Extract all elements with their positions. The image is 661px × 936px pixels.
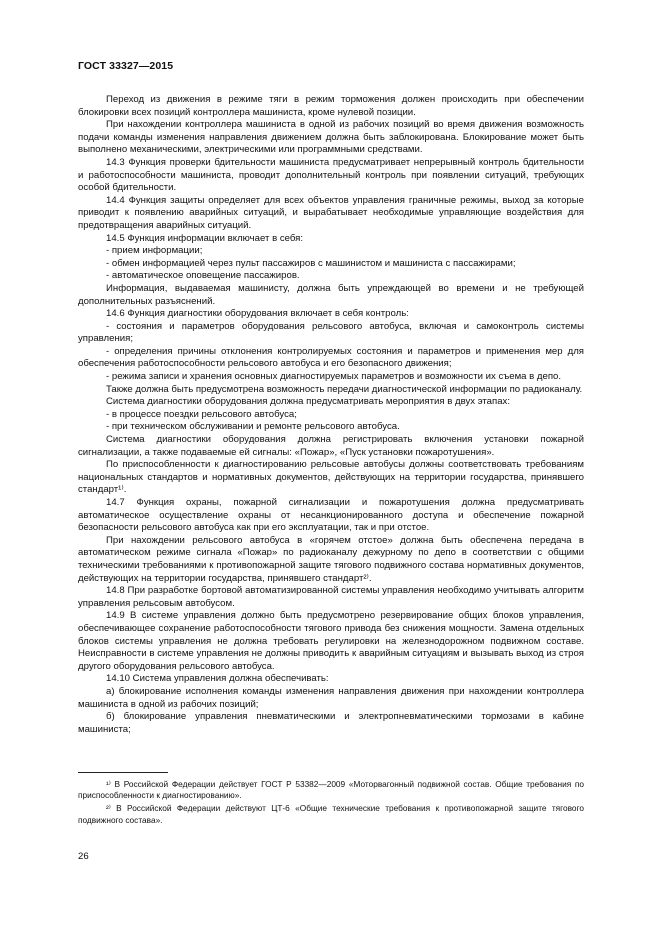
paragraph: 14.9 В системе управления должно быть предусмотрено резервирование общих блоков управления, обеспечивающее сохранение работоспособности тягового привода без снижения мощности. Замена отдельных блоков системы управления не должна требовать регулировки на железнодорожном подвижном составе. Неисправности в системе управления не должны приводить к аварийным ситуациям и вызывать выход из строя другого оборудования рельсового автобуса. [78,610,584,672]
list-item: а) блокирование исполнения команды изменения направления движения при нахождении контроллера машиниста в одной из рабочих позиций; [78,685,584,710]
footnote: ¹⁾ В Российской Федерации действует ГОСТ Р 53382—2009 «Моторвагонный подвижной состав. Общие требования по приспособленности к диагностированию». [78,779,584,801]
footnotes [78,772,584,828]
paragraph: При нахождении рельсового автобуса в «горячем отстое» должна быть обеспечена передача в автоматическом режиме сигнала «Пожар» по радиоканалу дежурному по депо в соответствии с общими техническими требованиями к противопожарной защите тягового подвижного состава нормативных документов, действующих на территории государства, принявшего стандарт²⁾. [78,534,584,584]
page-number: 26 [78,851,89,862]
list-item: - при техническом обслуживании и ремонте рельсового автобуса. [106,421,400,433]
paragraph: Система диагностики оборудования должна регистрировать включения установки пожарной сигнализации, а также подаваемые ей сигналы: «Пожар», «Пуск установки пожаротушения». [78,434,584,458]
paragraph: Система диагностики оборудования должна предусматривать мероприятия в двух этапах: [106,396,511,408]
list-item: - режима записи и хранения основных диагностируемых параметров и возможности их съема в депо. [106,371,562,383]
paragraph: 14.8 При разработке бортовой автоматизированной системы управления необходимо учитывать алгоритм управления рельсовым автобусом. [78,585,584,609]
paragraph: Также должна быть предусмотрена возможность передачи диагностической информации по радиоканалу. [106,383,583,395]
paragraph: 14.7 Функция охраны, пожарной сигнализации и пожаротушения должна предусматривать автоматическое осуществление охраны от несанкционированного доступа и обеспечение пожарной безопасности рельсового автобуса как при его эксплуатации, так и при отстое. [78,497,584,534]
paragraph: Переход из движения в режиме тяги в режим торможения должен происходить при обеспечении блокировки всех позиций контроллера машиниста, кроме нулевой позиции. [78,94,584,118]
list-item: - в процессе поездки рельсового автобуса; [106,408,297,420]
paragraph: 14.6 Функция диагностики оборудования включает в себя контроль: [106,308,409,320]
paragraph: 14.5 Функция информации включает в себя: [106,232,303,244]
paragraph: 14.4 Функция защиты определяет для всех объектов управления граничные режимы, выход за которые приводит к появлению аварийных ситуаций, и вырабатывает необходимые управляющие воздействия для предотвращения аварийных ситуаций. [78,194,584,231]
paragraph: Информация, выдаваемая машинисту, должна быть упреждающей во времени и не требующей дополнительных разъяснений. [78,282,584,307]
list-item: - определения причины отклонения контролируемых состояния и параметров и применения мер для обеспечения работоспособности рельсового автобуса и его безопасного движения; [78,345,584,370]
list-item: - обмен информацией через пульт пассажиров с машинистом и машиниста с пассажирами; [106,257,516,269]
document-header: ГОСТ 33327—2015 [78,60,174,72]
footnote-divider [78,772,168,773]
list-item: - прием информации; [106,245,203,257]
list-item: - автоматическое оповещение пассажиров. [106,270,300,282]
document-body [78,94,584,736]
list-item: б) блокирование управления пневматическими и электропневматическими тормозами в кабине машиниста; [78,711,584,735]
paragraph: 14.3 Функция проверки бдительности машиниста предусматривает непрерывный контроль бдительности и работоспособности машиниста, проводит дополнительный контроль при появлении ситуаций, требующих особой бдительности. [78,156,584,194]
paragraph: 14.10 Система управления должна обеспечивать: [106,673,329,685]
list-item: - состояния и параметров оборудования рельсового автобуса, включая и самоконтроль системы управления; [78,320,584,345]
paragraph: При нахождении контроллера машиниста в одной из рабочих позиций во время движения возможность подачи команды изменения направления движением должна быть заблокирована. Блокирование может быть выполнено механическими, электрическими или программными средствами. [78,119,584,156]
paragraph: По приспособленности к диагностированию рельсовые автобусы должны соответствовать требованиям национальных стандартов и нормативных документов, действующих на территории государства, принявшего стандарт¹⁾. [78,459,584,496]
footnote: ²⁾ В Российской Федерации действуют ЦТ-6 «Общие технические требования к противопожарной защите тягового подвижного состава». [78,803,584,825]
